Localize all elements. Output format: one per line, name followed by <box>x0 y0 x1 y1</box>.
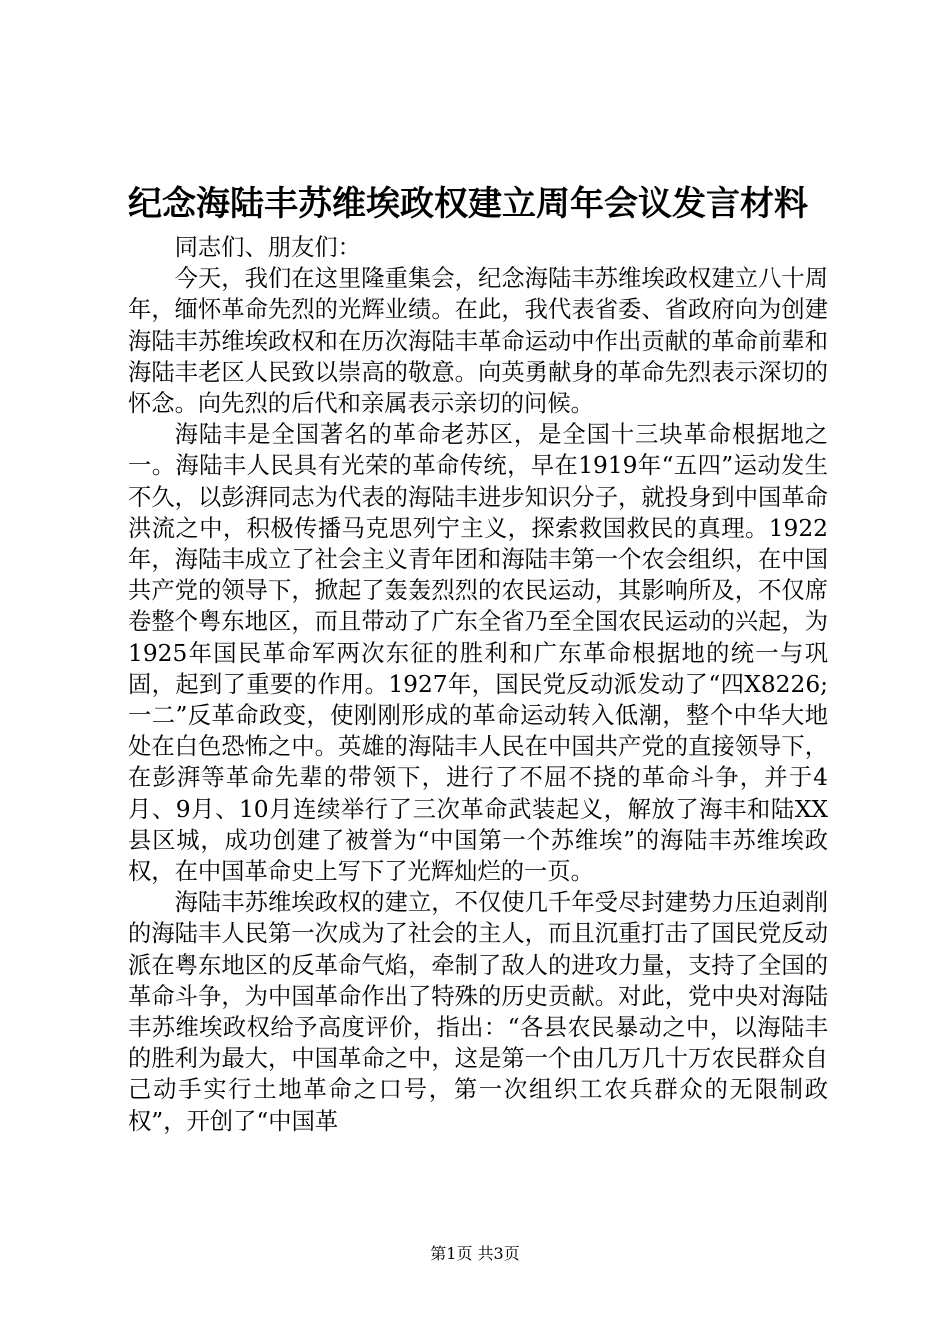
document-title: 纪念海陆丰苏维埃政权建立周年会议发言材料 <box>128 184 808 224</box>
body-paragraph: 海陆丰苏维埃政权的建立，不仅使几千年受尽封建势力压迫剥削的海陆丰人民第一次成为了社会的主人，而且沉重打击了国民党反动派在粤东地区的反革命气焰，牵制了敌人的进攻力量，支持了全国的革命斗争，为中国革命作出了特殊的历史贡献。对此，党中央对海陆丰苏维埃政权给予高度评价，指出：“各县农民暴动之中，以海陆丰的胜利为最大，中国革命之中，这是第一个由几万几十万农民群众自己动手实行土地革命之口号，第一次组织工农兵群众的无限制政权”，开创了“中国革 <box>128 889 828 1135</box>
body-paragraph: 今天，我们在这里隆重集会，纪念海陆丰苏维埃政权建立八十周年，缅怀革命先烈的光辉业绩。在此，我代表省委、省政府向为创建海陆丰苏维埃政权和在历次海陆丰革命运动中作出贡献的革命前辈和海陆丰老区人民致以崇高的敬意。向英勇献身的革命先烈表示深切的怀念。向先烈的后代和亲属表示亲切的问候。 <box>128 265 828 418</box>
body-paragraph: 海陆丰是全国著名的革命老苏区，是全国十三块革命根据地之一。海陆丰人民具有光荣的革命传统，早在1919年“五四”运动发生不久，以彭湃同志为代表的海陆丰进步知识分子，就投身到中国革命洪流之中，积极传播马克思列宁主义，探索救国救民的真理。1922年，海陆丰成立了社会主义青年团和海陆丰第一个农会组织，在中国共产党的领导下，掀起了轰轰烈烈的农民运动，其影响所及，不仅席卷整个粤东地区，而且带动了广东全省乃至全国农民运动的兴起，为1925年国民革命军两次东征的胜利和广东革命根据地的统一与巩固，起到了重要的作用。1927年，国民党反动派发动了“四X8226;一二”反革命政变，使刚刚形成的革命运动转入低潮，整个中华大地处在白色恐怖之中。英雄的海陆丰人民在中国共产党的直接领导下，在彭湃等革命先辈的带领下，进行了不屈不挠的革命斗争，并于4月、9月、10月连续举行了三次革命武装起义，解放了海丰和陆XX县区城，成功创建了被誉为“中国第一个苏维埃”的海陆丰苏维埃政权，在中国革命史上写下了光辉灿烂的一页。 <box>128 421 828 886</box>
document-body <box>128 232 828 1137</box>
page-number-footer: 第1页 共3页 <box>430 1244 520 1263</box>
salutation-paragraph: 同志们、朋友们： <box>174 234 361 261</box>
